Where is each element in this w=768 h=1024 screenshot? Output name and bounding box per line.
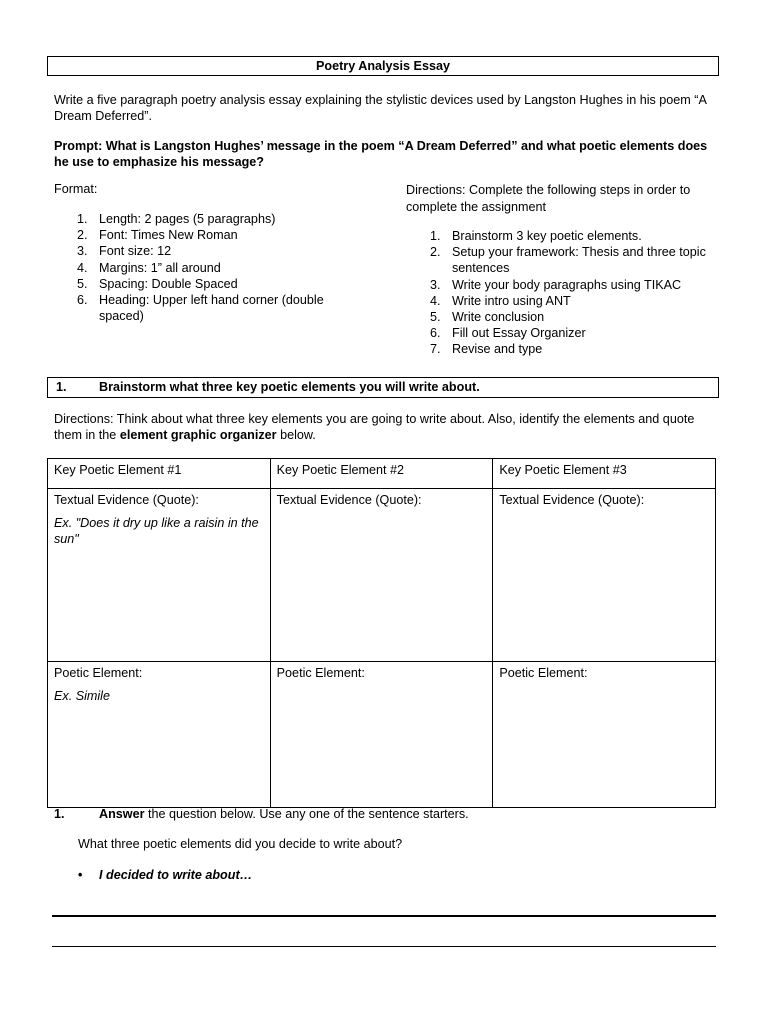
list-item: 1. Length: 2 pages (5 paragraphs) <box>77 212 276 226</box>
list-item: 6. Heading: Upper left hand corner (double spaced) <box>77 293 324 324</box>
list-item: 5. Spacing: Double Spaced <box>77 276 238 291</box>
section-directions: Directions: Think about what three key elements you are going to write about. Also, identify the elements and quote them in the element graphic organizer below. <box>54 412 695 442</box>
directions-list <box>430 228 720 358</box>
title-box <box>47 56 719 76</box>
element-cell-3[interactable] <box>493 662 716 808</box>
list-item: 3. Font size: 12 <box>77 244 172 259</box>
column-header: Key Poetic Element #2 <box>270 459 493 489</box>
sentence-starter: I decided to write about… <box>99 868 253 882</box>
evidence-label: Textual Evidence (Quote): <box>54 493 199 507</box>
prompt-paragraph: Prompt: What is Langston Hughes’ message in the poem “A Dream Deferred” and what poetic elements does he use to emphasize his message? <box>54 139 708 169</box>
list-item: 5. Write conclusion <box>430 310 545 325</box>
evidence-cell-3[interactable] <box>493 489 716 662</box>
evidence-cell-1[interactable] <box>48 489 271 662</box>
list-item: 4. Write intro using ANT <box>430 293 571 308</box>
answer-line-2[interactable] <box>52 946 716 947</box>
column-header: Key Poetic Element #3 <box>493 459 716 489</box>
answer-line-1[interactable] <box>52 915 716 917</box>
section-number: 1. <box>56 380 67 394</box>
element-graphic-organizer <box>47 458 716 808</box>
format-heading: Format: <box>54 182 98 196</box>
element-label: Poetic Element: <box>276 666 365 680</box>
element-cell-2[interactable] <box>270 662 493 808</box>
organizer-reference: element graphic organizer <box>119 428 277 442</box>
list-item: 3. Write your body paragraphs using TIKAC <box>430 277 682 292</box>
directions-heading: Directions: Complete the following steps in order to complete the assignment <box>406 183 691 214</box>
evidence-cell-2[interactable] <box>270 489 493 662</box>
intro-paragraph: Write a five paragraph poetry analysis essay explaining the stylistic devices used by Langston Hughes in his poem “A Dream Deferred”. <box>54 93 707 123</box>
answer-instruction: Answer the question below. Use any one of the sentence starters. <box>99 807 469 821</box>
element-cell-1[interactable] <box>48 662 271 808</box>
format-list <box>77 211 367 324</box>
answer-question: What three poetic elements did you decide to write about? <box>78 837 403 851</box>
list-item: 1. Brainstorm 3 key poetic elements. <box>430 229 642 243</box>
section-title: Brainstorm what three key poetic elements you will write about. <box>99 380 480 394</box>
table-row <box>48 489 716 662</box>
list-item: 6. Fill out Essay Organizer <box>430 326 586 341</box>
answer-number: 1. <box>54 807 65 821</box>
section-header-box <box>47 377 719 398</box>
list-item: 7. Revise and type <box>430 342 543 357</box>
page-title: Poetry Analysis Essay <box>316 59 450 73</box>
element-label: Poetic Element: <box>499 666 588 680</box>
bullet-icon: • <box>78 868 83 882</box>
list-item: 2. Setup your framework: Thesis and three topic sentences <box>430 245 706 276</box>
column-header: Key Poetic Element #1 <box>48 459 271 489</box>
list-item: 4. Margins: 1” all around <box>77 260 221 275</box>
table-row <box>48 459 716 489</box>
element-example: Ex. Simile <box>54 689 110 703</box>
evidence-label: Textual Evidence (Quote): <box>499 493 645 507</box>
evidence-label: Textual Evidence (Quote): <box>276 493 422 507</box>
table-row <box>48 662 716 808</box>
element-label: Poetic Element: <box>54 666 143 680</box>
list-item: 2. Font: Times New Roman <box>77 228 238 243</box>
evidence-example: Ex. "Does it dry up like a raisin in the sun" <box>54 516 259 546</box>
